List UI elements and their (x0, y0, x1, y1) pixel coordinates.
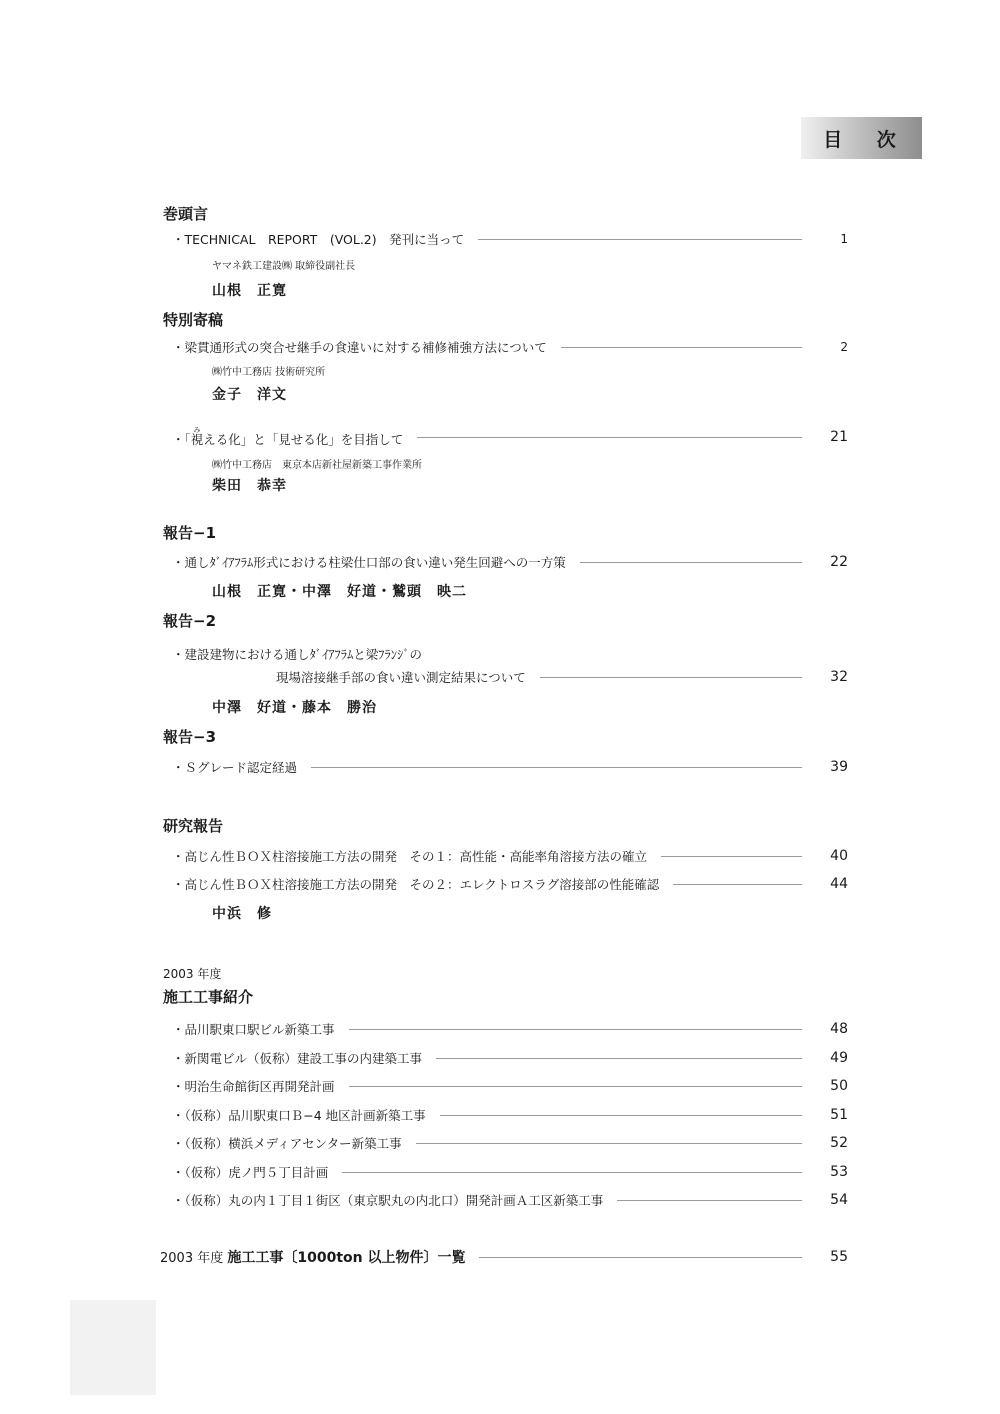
toc-entry-final[interactable] (160, 1245, 848, 1269)
toc-entry[interactable] (172, 845, 848, 867)
toc-entry[interactable] (172, 1018, 848, 1040)
entry-title: ・高じん性ＢＯＸ柱溶接施工方法の開発 その１：高性能・高能率角溶接方法の確立 (172, 849, 648, 864)
entry-title: ・新関電ビル（仮称）建設工事の内建築工事 (172, 1051, 423, 1066)
page-number: 32 (830, 669, 848, 685)
leader-line (440, 1115, 802, 1116)
author-name: 金子 洋文 (212, 387, 287, 403)
section-heading-foreword: 巻頭言 (163, 205, 209, 223)
page-number: 48 (830, 1021, 848, 1037)
page-number: 22 (830, 554, 848, 570)
leader-line (349, 1029, 802, 1030)
page-number: 53 (830, 1164, 848, 1180)
entry-title: ・（仮称）丸の内１丁目１街区（東京駅丸の内北口）開発計画Ａ工区新築工事 (172, 1193, 604, 1208)
page-number: 40 (830, 848, 848, 864)
entry-title: ・明治生命館街区再開発計画 (172, 1079, 335, 1094)
toc-entry[interactable] (172, 1132, 848, 1154)
entry-title: ・建設建物における通しﾀﾞｲｱﾌﾗﾑと梁ﾌﾗﾝｼﾞの (172, 647, 423, 662)
leader-line (416, 1143, 802, 1144)
entry-title-cont: 現場溶接継手部の食い違い測定結果について (276, 670, 526, 685)
toc-entry-line1[interactable] (172, 643, 422, 665)
page-number: 1 (840, 232, 848, 246)
toc-entry[interactable] (172, 1104, 848, 1126)
section-heading-report-1: 報告−1 (163, 524, 217, 542)
year-label: 2003 年度 (163, 967, 222, 981)
entry-title: ・（仮称）虎ノ門５丁目計画 (172, 1165, 329, 1180)
author-name: 柴田 恭幸 (212, 478, 287, 494)
page-number: 50 (830, 1078, 848, 1094)
scan-shadow (70, 1300, 156, 1395)
leader-line (673, 884, 802, 885)
toc-entry[interactable] (172, 756, 848, 778)
author-name: 山根 正寛・中澤 好道・鷲頭 映二 (212, 584, 467, 600)
final-title: 施工工事〔1000ton 以上物件〕一覧 (227, 1250, 466, 1266)
entry-title: ・通しﾀﾞｲｱﾌﾗﾑ形式における柱梁仕口部の食い違い発生回避への一方策 (172, 555, 566, 570)
entry-title: ・高じん性ＢＯＸ柱溶接施工方法の開発 その２：エレクトロスラグ溶接部の性能確認 (172, 877, 660, 892)
author-affiliation: ヤマネ鉄工建設㈱ 取締役副社長 (212, 261, 356, 272)
section-heading-report-2: 報告−2 (163, 612, 217, 630)
toc-title: 目 次 (801, 117, 922, 159)
author-name: 中澤 好道・藤本 勝治 (212, 700, 377, 716)
leader-line (342, 1172, 802, 1173)
author-affiliation: ㈱竹中工務店 技術研究所 (212, 367, 326, 378)
page-number: 44 (830, 876, 848, 892)
toc-entry[interactable] (172, 1047, 848, 1069)
page-number: 52 (830, 1135, 848, 1151)
leader-line (661, 856, 802, 857)
toc-entry-line2[interactable] (276, 666, 848, 688)
leader-line (617, 1200, 802, 1201)
page-number: 2 (840, 340, 848, 354)
leader-line (417, 437, 802, 438)
toc-entry[interactable] (172, 1161, 848, 1183)
entry-title: ・Ｓグレード認定経過 (172, 760, 298, 775)
leader-line (436, 1058, 802, 1059)
final-year: 2003 年度 (160, 1251, 224, 1266)
entry-title: ・品川駅東口駅ビル新築工事 (172, 1022, 335, 1037)
entry-title: ・梁貫通形式の突合せ継手の食違いに対する補修補強方法について (172, 340, 547, 355)
entry-title: ・TECHNICAL REPORT (VOL.2) 発刊に当って (172, 232, 465, 247)
entry-title: ・（仮称）品川駅東口Ｂ−4 地区計画新築工事 (172, 1108, 426, 1123)
leader-line (561, 347, 802, 348)
page-number: 39 (830, 759, 848, 775)
leader-line (478, 239, 802, 240)
toc-entry[interactable] (172, 551, 848, 573)
toc-entry[interactable] (172, 426, 848, 448)
leader-line (540, 677, 802, 678)
entry-title: ・（仮称）横浜メディアセンター新築工事 (172, 1136, 402, 1151)
leader-line (311, 767, 802, 768)
section-heading-special: 特別寄稿 (163, 311, 224, 329)
page-number: 51 (830, 1107, 848, 1123)
page-number: 49 (830, 1050, 848, 1066)
section-heading-projects: 施工工事紹介 (163, 988, 254, 1006)
entry-title: ・「視みえる化」と「見せる化」を目指して (172, 426, 404, 447)
page-number: 54 (830, 1192, 848, 1208)
section-heading-report-3: 報告−3 (163, 728, 217, 746)
section-heading-research: 研究報告 (163, 817, 224, 835)
page-number: 21 (830, 429, 848, 445)
leader-line (479, 1257, 802, 1258)
entry-title (160, 1247, 465, 1267)
author-affiliation: ㈱竹中工務店 東京本店新社屋新築工事作業所 (212, 460, 422, 471)
leader-line (580, 562, 802, 563)
toc-entry[interactable] (172, 1189, 848, 1211)
author-name: 山根 正寛 (212, 283, 287, 299)
toc-entry[interactable] (172, 228, 848, 250)
toc-entry[interactable] (172, 873, 848, 895)
page-number: 55 (830, 1249, 848, 1265)
author-name: 中浜 修 (212, 906, 272, 922)
toc-entry[interactable] (172, 336, 848, 358)
toc-entry[interactable] (172, 1075, 848, 1097)
leader-line (349, 1086, 802, 1087)
